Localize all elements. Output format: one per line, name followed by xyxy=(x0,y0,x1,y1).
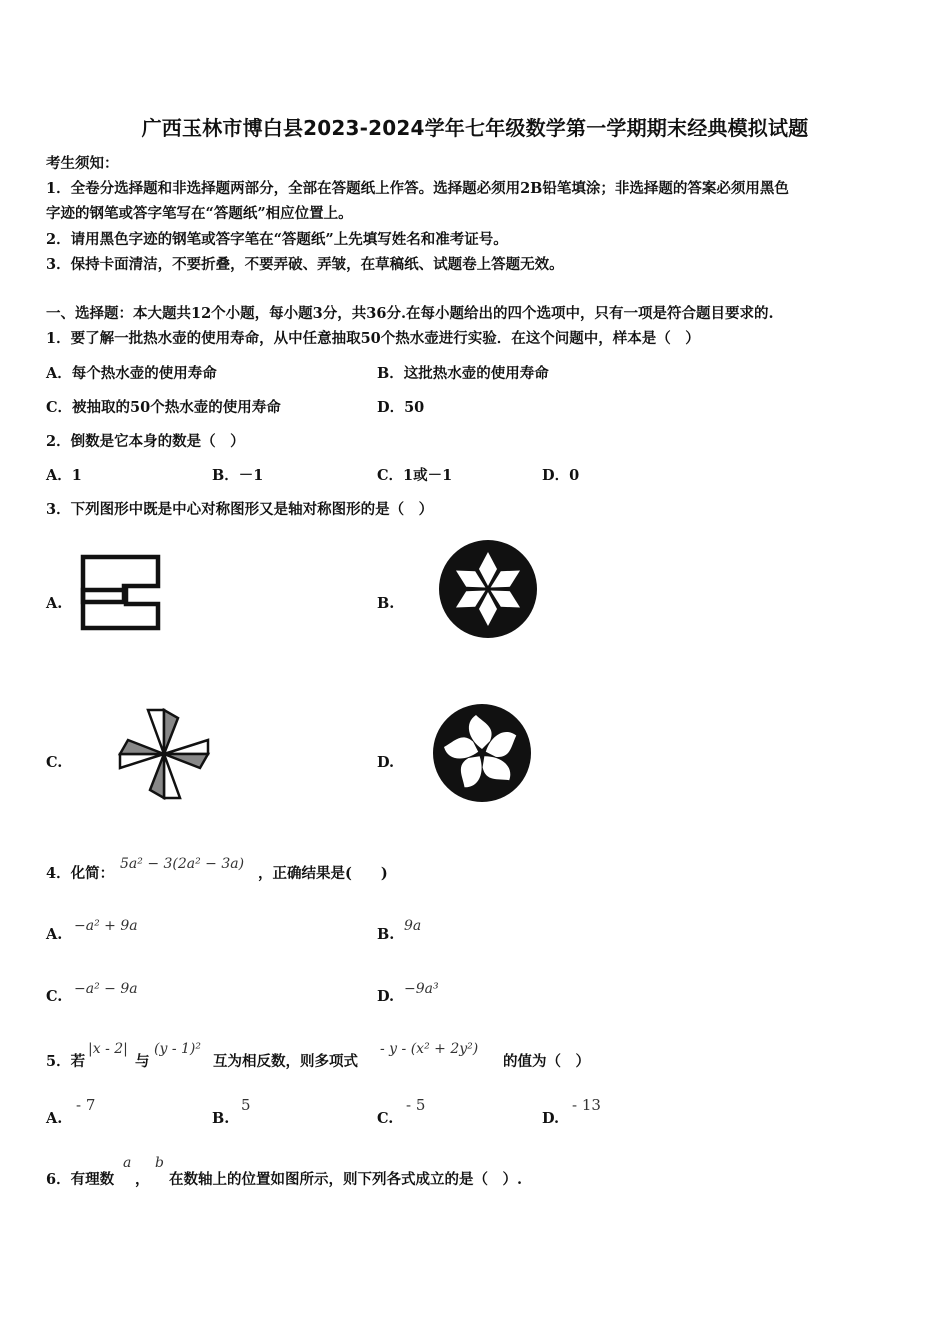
question-3-option-a-label: A. xyxy=(46,595,63,612)
question-2-option-b: B．－1 xyxy=(212,467,264,484)
question-6-prefix: 6．有理数 xyxy=(46,1171,115,1188)
question-1-option-b: B．这批热水壶的使用寿命 xyxy=(377,365,549,382)
notice-item-3: 3．保持卡面清洁，不要折叠，不要弄破、弄皱，在草稿纸、试题卷上答题无效。 xyxy=(46,256,564,273)
question-1-stem: 1．要了解一批热水壶的使用寿命，从中任意抽取50个热水壶进行实验．在这个问题中，样本是（ ） xyxy=(46,330,700,347)
notice-item-1-line-2: 字迹的钢笔或答字笔写在“答题纸”相应位置上。 xyxy=(46,205,353,222)
figure-a-rect-shape xyxy=(80,554,164,632)
question-5-option-a-value: - 7 xyxy=(76,1096,96,1114)
question-5-option-c-value: - 5 xyxy=(406,1096,426,1114)
question-3-option-b-label: B. xyxy=(377,595,395,612)
question-5-abs-expr: |x - 2| xyxy=(88,1041,128,1057)
question-1-option-d: D．50 xyxy=(377,399,425,416)
question-2-option-a: A．1 xyxy=(46,467,82,484)
question-4-expression: 5a² − 3(2a² − 3a) xyxy=(120,856,245,872)
question-4-option-c-expr: −a² − 9a xyxy=(74,981,138,997)
question-4-option-b-label: B. xyxy=(377,926,395,943)
question-6-suffix: 在数轴上的位置如图所示，则下列各式成立的是（ ）. xyxy=(169,1171,523,1188)
question-4-option-b-expr: 9a xyxy=(404,918,422,934)
question-5-suffix: 的值为（ ） xyxy=(503,1053,590,1070)
question-5-mid-2: 互为相反数，则多项式 xyxy=(213,1053,358,1070)
question-5-mid-1: 与 xyxy=(135,1053,150,1070)
question-2-option-d: D．0 xyxy=(542,467,580,484)
question-2-option-c: C．1或－1 xyxy=(377,467,453,484)
question-5-prefix: 5．若 xyxy=(46,1053,86,1070)
question-6-var-a: a xyxy=(123,1155,132,1171)
section-heading: 一、选择题：本大题共12个小题，每小题3分，共36分.在每小题给出的四个选项中，只有一项是符合题目要求的. xyxy=(46,305,774,322)
question-4-option-d-label: D. xyxy=(377,988,395,1005)
figure-b-star-circle xyxy=(437,538,539,640)
question-4-option-c-label: C. xyxy=(46,988,63,1005)
question-5-option-c-label: C. xyxy=(377,1110,394,1127)
notice-item-1-line-1: 1．全卷分选择题和非选择题两部分，全部在答题纸上作答。选择题必须用2B铅笔填涂；非选择题的答案必须用黑色 xyxy=(46,180,789,197)
question-3-option-d-label: D. xyxy=(377,754,395,771)
question-1-option-a: A．每个热水壶的使用寿命 xyxy=(46,365,217,382)
notice-heading: 考生须知： xyxy=(46,155,119,172)
question-5-square-expr: (y - 1)² xyxy=(154,1041,201,1057)
question-4-option-a-expr: −a² + 9a xyxy=(74,918,138,934)
question-3-stem: 3．下列图形中既是中心对称图形又是轴对称图形的是（ ） xyxy=(46,501,434,518)
question-4-prefix: 4．化简： xyxy=(46,865,115,882)
question-3-option-c-label: C. xyxy=(46,754,63,771)
question-4-option-a-label: A. xyxy=(46,926,63,943)
page-title: 广西玉林市博白县2023-2024学年七年级数学第一学期期末经典模拟试题 xyxy=(141,116,809,140)
question-2-stem: 2．倒数是它本身的数是（ ） xyxy=(46,433,245,450)
question-4-suffix: ，正确结果是( ) xyxy=(258,865,388,882)
question-5-option-d-label: D. xyxy=(542,1110,560,1127)
figure-c-pinwheel xyxy=(116,704,212,804)
question-6-var-b: b xyxy=(155,1155,164,1171)
question-1-option-c: C．被抽取的50个热水壶的使用寿命 xyxy=(46,399,281,416)
question-5-option-a-label: A. xyxy=(46,1110,63,1127)
question-5-polynomial: - y - (x² + 2y²) xyxy=(380,1041,479,1057)
question-5-option-b-value: 5 xyxy=(241,1096,251,1114)
question-6-comma: ， xyxy=(135,1171,150,1188)
question-5-option-d-value: - 13 xyxy=(572,1096,601,1114)
figure-d-flower-circle xyxy=(431,702,533,804)
notice-item-2: 2．请用黑色字迹的钢笔或答字笔在“答题纸”上先填写姓名和准考证号。 xyxy=(46,231,508,248)
question-4-option-d-expr: −9a³ xyxy=(404,981,439,997)
question-5-option-b-label: B. xyxy=(212,1110,230,1127)
